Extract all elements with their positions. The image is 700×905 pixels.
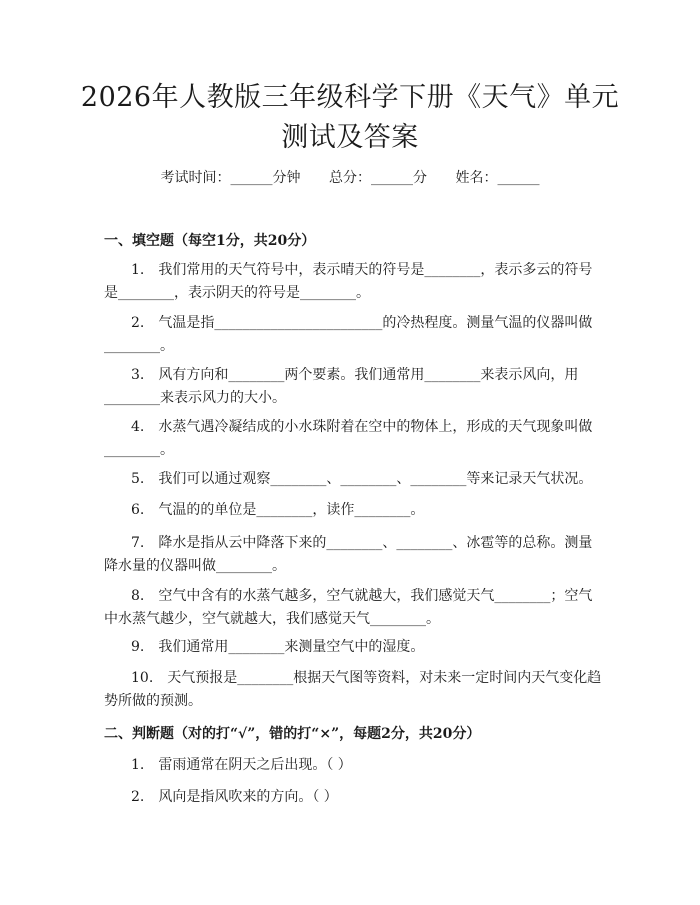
question-text: 降水是指从云中降落下来的________、________、冰雹等的总称。测量降水量的仪器叫做________。	[104, 535, 593, 574]
question-text: 气温是指________________________的冷热程度。测量气温的仪器叫做________。	[104, 315, 593, 354]
question-item	[104, 499, 604, 522]
question-item	[104, 585, 604, 631]
question-item	[104, 667, 604, 713]
question-text: 我们可以通过观察________、________、________等来记录天气状况。	[158, 471, 593, 487]
question-item	[104, 259, 604, 305]
section-heading-fill-in: 一、填空题（每空1分，共20分）	[104, 233, 316, 249]
question-item	[104, 754, 604, 777]
question-number: 1.	[131, 757, 145, 773]
student-name: 姓名：______	[455, 170, 540, 186]
question-number: 4.	[131, 419, 145, 435]
question-item	[104, 786, 604, 809]
question-item	[104, 636, 604, 659]
question-number: 9.	[131, 639, 145, 655]
question-item	[104, 312, 604, 358]
question-text: 雷雨通常在阴天之后出现。（ ）	[158, 757, 352, 773]
question-item	[104, 532, 604, 578]
question-item	[104, 364, 604, 410]
question-number: 6.	[131, 502, 145, 518]
question-text: 气温的的单位是________，读作________。	[158, 502, 425, 518]
question-number: 5.	[131, 471, 145, 487]
document-title	[60, 78, 640, 158]
question-number: 8.	[131, 588, 145, 604]
exam-time: 考试时间：______分钟	[160, 170, 301, 186]
exam-info	[0, 168, 700, 188]
question-text: 我们通常用________来测量空气中的湿度。	[158, 639, 425, 655]
question-text: 空气中含有的水蒸气越多，空气就越大，我们感觉天气________；空气中水蒸气越少，空气就越大，我们感觉天气________。	[104, 588, 593, 627]
question-number: 10.	[131, 670, 154, 686]
section-heading-true-false: 二、判断题（对的打“√”，错的打“×”，每题2分，共20分）	[104, 726, 481, 742]
title-line-1: 2026年人教版三年级科学下册《天气》单元	[80, 82, 620, 113]
question-text: 风向是指风吹来的方向。（ ）	[158, 789, 338, 805]
question-number: 1.	[131, 262, 145, 278]
question-item	[104, 416, 604, 462]
question-number: 2.	[131, 789, 145, 805]
question-text: 水蒸气遇冷凝结成的小水珠附着在空中的物体上，形成的天气现象叫做________。	[104, 419, 593, 458]
question-text: 风有方向和________两个要素。我们通常用________来表示风向，用________来表示风力的大小。	[104, 367, 579, 406]
question-text: 我们常用的天气符号中，表示晴天的符号是________，表示多云的符号是________，表示阴天的符号是________。	[104, 262, 593, 301]
question-item	[104, 468, 604, 491]
question-number: 7.	[131, 535, 145, 551]
title-line-2: 测试及答案	[281, 122, 419, 153]
question-number: 3.	[131, 367, 145, 383]
question-number: 2.	[131, 315, 145, 331]
exam-total-score: 总分：______分	[329, 170, 427, 186]
question-text: 天气预报是________根据天气图等资料，对未来一定时间内天气变化趋势所做的预测。	[104, 670, 602, 709]
